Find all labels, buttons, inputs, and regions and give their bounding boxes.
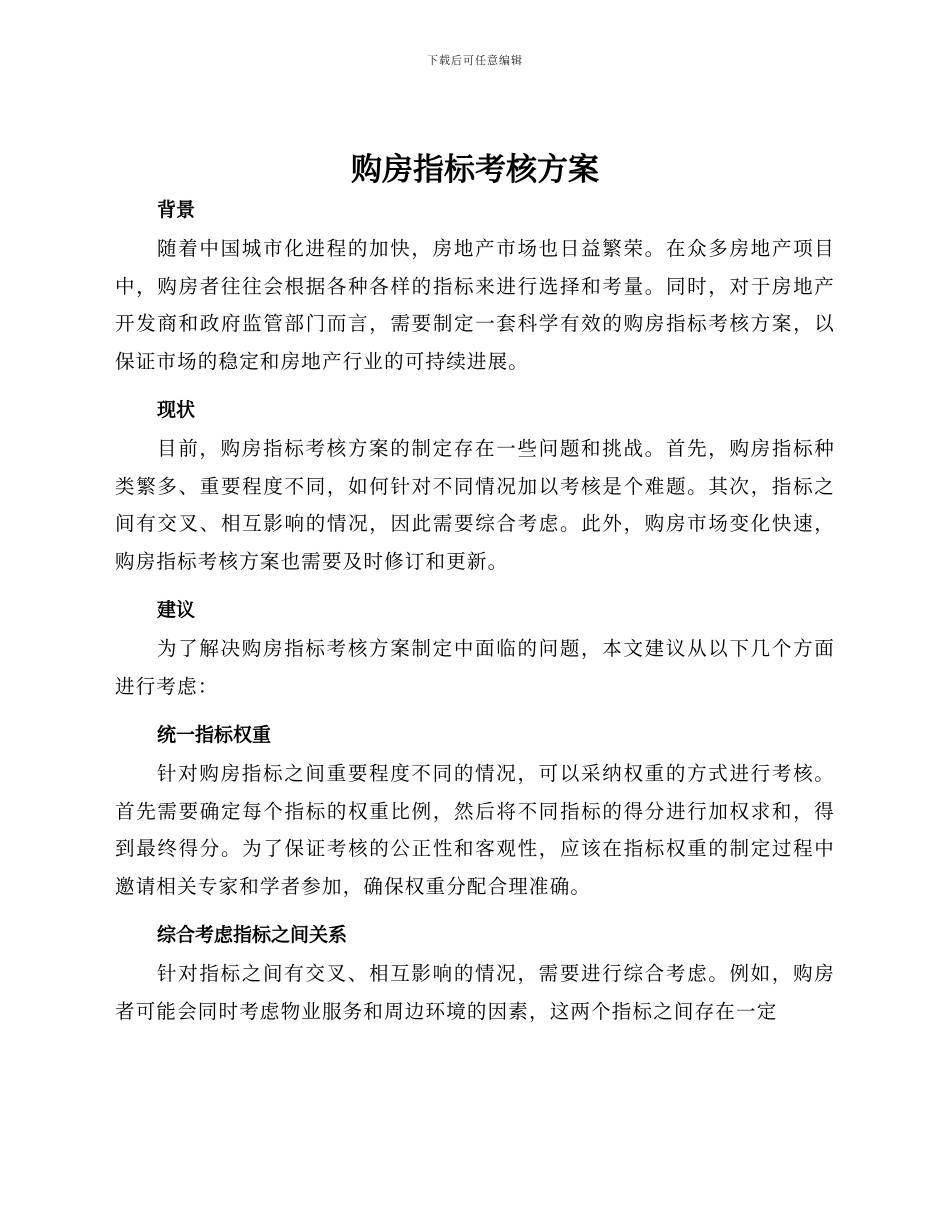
header-note: 下载后可任意编辑 xyxy=(427,54,523,67)
section-heading: 背景 xyxy=(157,199,196,221)
section-indicator-relations xyxy=(115,915,835,1030)
section-current-status xyxy=(115,390,835,580)
document-body xyxy=(115,190,835,1040)
section-heading: 综合考虑指标之间关系 xyxy=(157,924,348,946)
section-heading: 统一指标权重 xyxy=(157,724,272,746)
section-paragraph: 为了解决购房指标考核方案制定中面临的问题，本文建议从以下几个方面进行考虑： xyxy=(115,637,835,698)
section-unified-weights xyxy=(115,715,835,905)
section-paragraph: 针对指标之间有交叉、相互影响的情况，需要进行综合考虑。例如，购房者可能会同时考虑物业服务和周边环境的因素，这两个指标之间存在一定 xyxy=(115,962,835,1023)
section-heading: 现状 xyxy=(157,399,196,421)
section-background xyxy=(115,190,835,380)
section-suggestions xyxy=(115,590,835,705)
section-heading: 建议 xyxy=(157,599,196,621)
section-paragraph: 目前，购房指标考核方案的制定存在一些问题和挑战。首先，购房指标种类繁多、重要程度不同，如何针对不同情况加以考核是个难题。其次，指标之间有交叉、相互影响的情况，因此需要综合考虑。此外，购房市场变化快速，购房指标考核方案也需要及时修订和更新。 xyxy=(115,437,835,573)
document-title: 购房指标考核方案 xyxy=(351,152,599,188)
section-paragraph: 随着中国城市化进程的加快，房地产市场也日益繁荣。在众多房地产项目中，购房者往往会根据各种各样的指标来进行选择和考量。同时，对于房地产开发商和政府监管部门而言，需要制定一套科学有效的购房指标考核方案，以保证市场的稳定和房地产行业的可持续进展。 xyxy=(115,237,835,373)
section-paragraph: 针对购房指标之间重要程度不同的情况，可以采纳权重的方式进行考核。首先需要确定每个指标的权重比例，然后将不同指标的得分进行加权求和，得到最终得分。为了保证考核的公正性和客观性，应该在指标权重的制定过程中邀请相关专家和学者参加，确保权重分配合理准确。 xyxy=(115,762,835,898)
